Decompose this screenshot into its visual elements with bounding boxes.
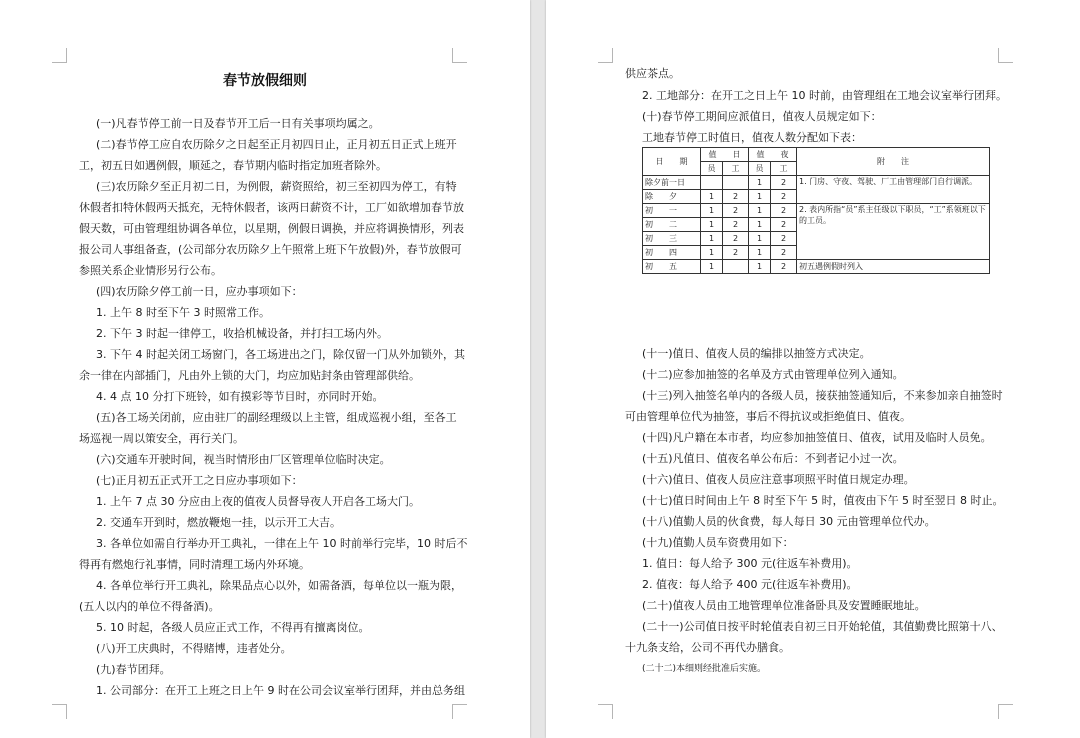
cell-date: 初 二 (643, 218, 701, 232)
paragraph-line: (十八)值勤人员的伙食费，每人每日 30 元由管理单位代办。 (642, 515, 936, 528)
paragraph-line: 可由管理单位代为抽签，事后不得抗议或拒绝值日、值夜。 (625, 410, 911, 423)
paragraph-line: (八)开工庆典时，不得赌博，违者处分。 (96, 642, 292, 655)
cell-night-worker: 2 (771, 218, 797, 232)
cell-night-worker: 2 (771, 204, 797, 218)
paragraph-line: (十七)值日时间由上午 8 时至下午 5 时，值夜由下午 5 时至翌日 8 时止。 (642, 494, 1004, 507)
cell-night-worker: 2 (771, 246, 797, 260)
table-row (643, 204, 990, 218)
paragraph-line: (十六)值日、值夜人员应注意事项照平时值日规定办理。 (642, 473, 915, 486)
paragraph-line: 4. 各单位举行开工典礼，除果品点心以外，如需备酒，每单位以一瓶为限， (96, 579, 462, 592)
cell-night-staff: 1 (749, 246, 771, 260)
duty-schedule-table (642, 147, 990, 274)
paragraph-line: (三)农历除夕至正月初二日，为例假，薪资照给，初三至初四为停工，有特 (96, 180, 457, 193)
paragraph-line: (十二)应参加抽签的名单及方式由管理单位列入通知。 (642, 368, 904, 381)
paragraph-line: (二十一)公司值日按平时轮值表自初三日开始轮值，其值勤费比照第十八、 (642, 620, 1003, 633)
paragraph-line: 2. 值夜：每人给予 400 元(往返车补费用)。 (642, 578, 858, 591)
paragraph-line: 假天数，可由管理组协调各单位，以星期，例假日调换，并应将调换情形，列表 (79, 222, 464, 235)
paragraph-line: (五人以内的单位不得备酒)。 (79, 600, 220, 613)
cell-day-staff: 1 (701, 232, 723, 246)
margin-mark-top-right (998, 48, 1013, 63)
cell-day-staff: 1 (701, 190, 723, 204)
cell-day-staff: 1 (701, 218, 723, 232)
header-duty-day: 值 日 (701, 148, 749, 162)
cell-day-staff (701, 176, 723, 190)
paragraph-line: 2. 下午 3 时起一律停工，收拾机械设备，并打扫工场内外。 (96, 327, 388, 340)
paragraph-line: (一)凡春节停工前一日及春节开工后一日有关事项均属之。 (96, 117, 380, 130)
table-row (643, 260, 990, 274)
cell-day-worker: 2 (723, 246, 749, 260)
cell-night-staff: 1 (749, 232, 771, 246)
paragraph-line: 1. 公司部分：在开工上班之日上午 9 时在公司会议室举行团拜，并由总务组 (96, 684, 465, 697)
paragraph-line: (五)各工场关闭前，应由驻厂的副经理级以上主管，组成巡视小组，至各工 (96, 411, 457, 424)
paragraph-line: (十三)列入抽签名单内的各级人员，接获抽签通知后，不来参加亲自抽签时 (642, 389, 1003, 402)
paragraph-line: (二)春节停工应自农历除夕之日起至正月初四日止，正月初五日正式上班开 (96, 138, 457, 151)
paragraph-line: 工，初五日如遇例假，顺延之，春节期内临时指定加班者除外。 (79, 159, 387, 172)
paragraph-line: 2. 交通车开到时，燃放鞭炮一挂，以示开工大吉。 (96, 516, 341, 529)
cell-night-worker: 2 (771, 190, 797, 204)
margin-mark-bottom-left (52, 704, 67, 719)
paragraph-line: 工地春节停工时值日，值夜人数分配如下表： (642, 131, 862, 144)
cell-night-staff: 1 (749, 204, 771, 218)
paragraph-line: 4. 4 点 10 分打下班铃，如有摸彩等节目时，亦同时开始。 (96, 390, 384, 403)
margin-mark-top-right (452, 48, 467, 63)
cell-day-worker (723, 176, 749, 190)
cell-night-staff: 1 (749, 260, 771, 274)
paragraph-line: (七)正月初五正式开工之日应办事项如下： (96, 474, 303, 487)
paragraph-line: (十九)值勤人员车资费用如下： (642, 536, 794, 549)
header-date: 日 期 (643, 148, 701, 176)
cell-note-3: 初五遇例假时列入 (797, 260, 990, 274)
paragraph-line: 场巡视一周以策安全，再行关门。 (79, 432, 244, 445)
paragraph-line: 参照关系企业情形另行公布。 (79, 264, 222, 277)
paragraph-line: 5. 10 时起，各级人员应正式工作，不得再有擅离岗位。 (96, 621, 370, 634)
cell-date: 除夕前一日 (643, 176, 701, 190)
paragraph-line: (二十)值夜人员由工地管理单位准备卧具及安置睡眠地址。 (642, 599, 926, 612)
cell-day-staff: 1 (701, 204, 723, 218)
cell-night-staff: 1 (749, 218, 771, 232)
cell-night-worker: 2 (771, 260, 797, 274)
cell-night-staff: 1 (749, 190, 771, 204)
header-remarks: 附 注 (797, 148, 990, 176)
paragraph-line: (十)春节停工期间应派值日，值夜人员规定如下： (642, 110, 882, 123)
paragraph-line: 余一律在内部插门，凡由外上锁的大门，均应加贴封条由管理部供给。 (79, 369, 420, 382)
cell-night-worker: 2 (771, 176, 797, 190)
paragraph-line: (九)春节团拜。 (96, 663, 171, 676)
cell-date: 初 一 (643, 204, 701, 218)
margin-mark-bottom-left (598, 704, 613, 719)
paragraph-line: 3. 下午 4 时起关闭工场窗门，各工场进出之门，除仅留一门从外加锁外，其 (96, 348, 465, 361)
subheader-staff: 员 (749, 162, 771, 176)
margin-mark-bottom-right (998, 704, 1013, 719)
margin-mark-top-left (52, 48, 67, 63)
cell-day-worker (723, 260, 749, 274)
document-page-right (546, 0, 1080, 738)
header-duty-night: 值 夜 (749, 148, 797, 162)
paragraph-line: 1. 值日：每人给予 300 元(往返车补费用)。 (642, 557, 858, 570)
subheader-worker: 工 (723, 162, 749, 176)
document-page-left (0, 0, 530, 738)
cell-date: 除 夕 (643, 190, 701, 204)
subheader-staff: 员 (701, 162, 723, 176)
paragraph-line: (十一)值日、值夜人员的编排以抽签方式决定。 (642, 347, 871, 360)
paragraph-line: (十五)凡值日、值夜名单公布后：不到者记小过一次。 (642, 452, 904, 465)
paragraph-line: (六)交通车开驶时间，视当时情形由厂区管理单位临时决定。 (96, 453, 391, 466)
cell-day-worker: 2 (723, 190, 749, 204)
subheader-worker: 工 (771, 162, 797, 176)
cell-day-staff: 1 (701, 246, 723, 260)
cell-night-staff: 1 (749, 176, 771, 190)
table-row (643, 176, 990, 190)
margin-mark-top-left (598, 48, 613, 63)
paragraph-line: (二十二)本细则经批准后实施。 (642, 664, 767, 674)
paragraph-line: (十四)凡户籍在本市者，均应参加抽签值日、值夜，试用及临时人员免。 (642, 431, 992, 444)
paragraph-line: 1. 上午 8 时至下午 3 时照常工作。 (96, 306, 270, 319)
cell-night-worker: 2 (771, 232, 797, 246)
cell-date: 初 三 (643, 232, 701, 246)
paragraph-line: 供应茶点。 (625, 67, 680, 80)
cell-day-worker: 2 (723, 232, 749, 246)
cell-note-2: 2. 表内所指“员”系主任级以下职员，“工”系领班以下的工员。 (797, 204, 990, 260)
cell-date: 初 四 (643, 246, 701, 260)
cell-date: 初 五 (643, 260, 701, 274)
document-title: 春节放假细则 (223, 73, 307, 89)
cell-day-worker: 2 (723, 218, 749, 232)
paragraph-line: 2. 工地部分：在开工之日上午 10 时前，由管理组在工地会议室举行团拜。 (642, 89, 1007, 102)
paragraph-line: 1. 上午 7 点 30 分应由上夜的值夜人员督导夜人开启各工场大门。 (96, 495, 420, 508)
cell-note-1: 1. 门房、守夜、驾驶、厂工由管理部门自行调派。 (797, 176, 990, 204)
cell-day-staff: 1 (701, 260, 723, 274)
margin-mark-bottom-right (452, 704, 467, 719)
paragraph-line: (四)农历除夕停工前一日，应办事项如下： (96, 285, 303, 298)
paragraph-line: 得再有燃炮行礼事情，同时清理工场内外环境。 (79, 558, 310, 571)
paragraph-line: 休假者扣特休假两天抵充，无特休假者，该两日薪资不计，工厂如欲增加春节放 (79, 201, 464, 214)
paragraph-line: 3. 各单位如需自行举办开工典礼，一律在上午 10 时前举行完毕，10 时后不 (96, 537, 468, 550)
paragraph-line: 十九条支给，公司不再代办膳食。 (625, 641, 790, 654)
cell-day-worker: 2 (723, 204, 749, 218)
paragraph-line: 报公司人事组备查，(公司部分农历除夕上午照常上班下午放假)外，春节放假可 (79, 243, 462, 256)
